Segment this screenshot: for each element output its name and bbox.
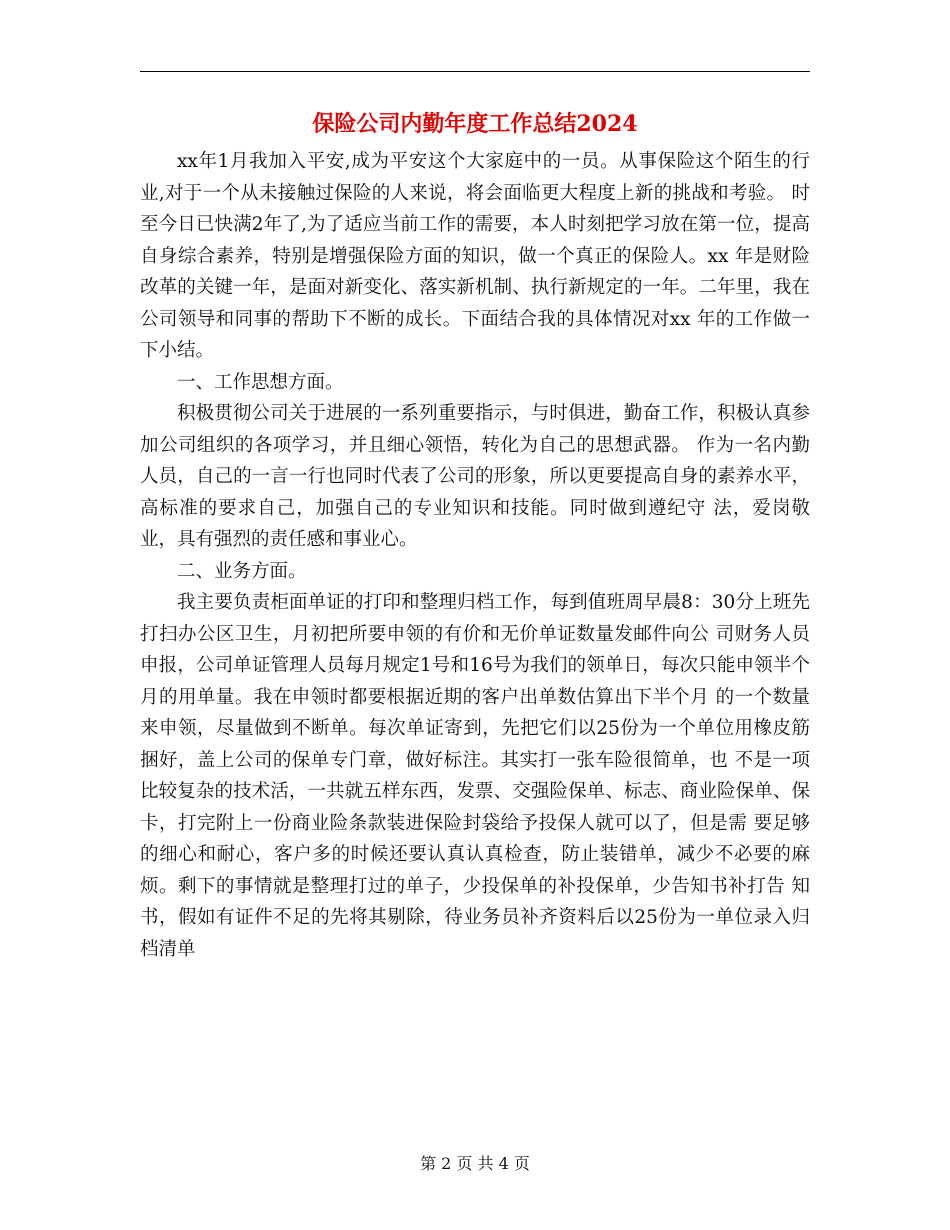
paragraph-work-thought: 积极贯彻公司关于进展的一系列重要指示，与时俱进，勤奋工作，积极认真参加公司组织的各项学习，并且细心领悟，转化为自己的思想武器。 作为一名内勤人员，自己的一言一行也同时代表了公司的形象，所以更要提高自身的素养水平，高标准的要求自己，加强自己的专业知识和技能。同时做到遵纪守 法，爱岗敬业，具有强烈的责任感和事业心。 — [140, 403, 810, 550]
paragraph-intro: xx年1月我加入平安,成为平安这个大家庭中的一员。从事保险这个陌生的行业,对于一个从未接触过保险的人来说，将会面临更大程度上新的挑战和考验。 时至今日已快满2年了,为了适应当前工作的需要，本人时刻把学习放在第一位，提高自身综合素养，特别是增强保险方面的知识，做一个真正的保险人。xx 年是财险改革的关键一年，是面对新变化、落实新机制、执行新规定的一年。二年里，我在公司领导和同事的帮助下不断的成长。下面结合我的具体情况对xx 年的工作做一下小结。 — [140, 151, 810, 361]
paragraph-business: 我主要负责柜面单证的打印和整理归档工作，每到值班周早晨8：30分上班先打扫办公区卫生，月初把所要申领的有价和无价单证数量发邮件向公 司财务人员申报，公司单证管理人员每月规定1号和16号为我们的领单日，每次只能申领半个月的用单量。我在申领时都要根据近期的客户出单数估算出下半个月 的一个数量来申领，尽量做到不断单。每次单证寄到，先把它们以25份为一个单位用橡皮筋捆好，盖上公司的保单专门章，做好标注。其实打一张车险很简单，也 不是一项比较复杂的技术活，一共就五样东西，发票、交强险保单、标志、商业险保单、保卡，打完附上一份商业险条款装进保险封袋给予投保人就可以了，但是需 要足够的细心和耐心，客户多的时候还要认真认真检查，防止装错单，减少不必要的麻烦。剩下的事情就是整理打过的单子，少投保单的补投保单，少告知书补打告 知书，假如有证件不足的先将其剔除，待业务员补齐资料后以25份为一单位录入归档清单 — [140, 592, 810, 960]
header-rule — [140, 71, 810, 72]
document-body — [140, 146, 810, 965]
heading-business: 二、业务方面。 — [177, 560, 307, 582]
page-footer: 第 2 页 共 4 页 — [420, 1154, 530, 1173]
document-title: 保险公司内勤年度工作总结2024 — [312, 111, 638, 137]
heading-work-thought: 一、工作思想方面。 — [177, 371, 344, 393]
